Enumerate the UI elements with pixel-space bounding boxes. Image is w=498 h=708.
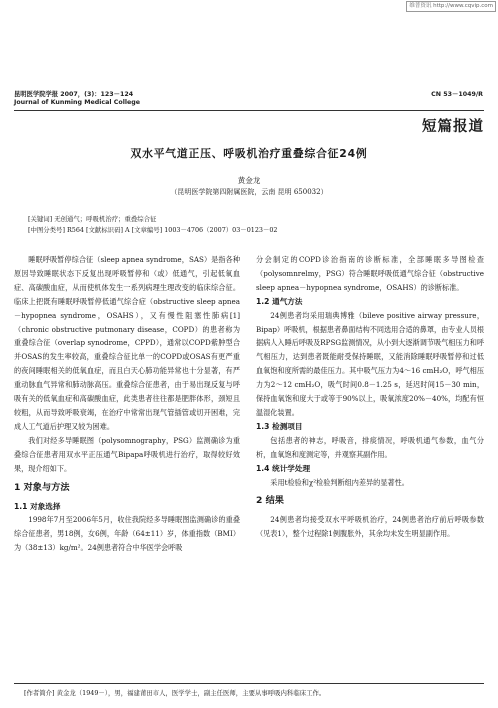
header-rule xyxy=(14,110,484,111)
body-paragraph: 我们对经多导睡眠图（polysomnography，PSG）监测确诊为重叠综合征患者用双水平正压通气Bipapa呼吸机进行治疗，取得较好效果，现介绍如下。 xyxy=(14,435,240,473)
journal-name-en: Journal of Kunming Medical College xyxy=(14,99,141,106)
left-text-column xyxy=(14,253,240,555)
issn-code: CN 53－1049/R xyxy=(431,91,483,98)
body-paragraph: 24例患者均采用瑞典博雅（bileve positive airway pressure，Bipap）呼吸机，根据患者鼻面结构不同选用合适的鼻罩，由专业人员根据病人入睡后呼吸及RPSG监测情况，从小到大逐渐调节吸气相压力和呼气相压力，达到患者既能耐受保持睡眠，又能消除睡眠呼吸暂停和过低血氧饱和度所需的最佳压力。其中吸气压力为4～16 cmH₂O，呼气相压力为2～12 cmH₂O，吸气时间0.8－1.25 s，延迟时间15－30 min，保持血氧饱和度大于或等于90%以上，吸氧浓度20%－40%，均配有恒温湿化装置。 xyxy=(256,310,485,417)
subsection-heading: 1.4 统计学处理 xyxy=(256,463,311,473)
section-heading: 2 结果 xyxy=(256,495,284,507)
body-paragraph: 采用t检验和χ²检验判断组内差异的显著性。 xyxy=(270,477,409,487)
author-affiliation: （昆明医学院第四附属医院，云南 昆明 650032） xyxy=(170,188,328,196)
subsection-heading: 1.2 通气方法 xyxy=(256,296,303,306)
article-title: 双水平气道正压、呼吸机治疗重叠综合征24例 xyxy=(130,147,368,160)
classification-line: [中图分类号] R564 [文献标识码] A [文章编号] 1003－4706（2007）03－0123－02 xyxy=(28,226,278,234)
body-paragraph: 分会制定的COPD诊治指南的诊断标准，全部睡眠多导图检查（polysomnrelmy，PSG）符合睡眠呼吸低通气综合征（obstructive sleep apnea－hypopnea syndrome，OSAHS）的诊断标准。 xyxy=(256,255,484,292)
subsection-heading: 1.3 检测项目 xyxy=(256,421,303,431)
body-paragraph: 1998年7月至2006年5月，收住我院经多导睡眠图监测确诊的重叠综合征患者，男18例，女6例，年龄（64±11）岁，体重指数（BMI）为（38±13）kg/m²。24例患者符合中华医学会呼吸 xyxy=(14,515,240,553)
footnote-rule xyxy=(14,683,484,684)
body-paragraph: 包括患者的神志，呼吸音，排痰情况，呼吸机通气参数，血气分析，血氧饱和度测定等，并观察其副作用。 xyxy=(256,435,484,459)
author-bio-footnote: [作者简介] 黄金龙（1949－），男，福建莆田市人，医学学士，副主任医师，主要从事呼吸内科临床工作。 xyxy=(24,689,326,697)
keywords-line: [关键词] 无创通气；呼吸机治疗；重叠综合征 xyxy=(28,215,157,223)
subsection-heading: 1.1 对象选择 xyxy=(14,501,61,511)
section-heading: 1 对象与方法 xyxy=(14,481,70,493)
journal-citation: 昆明医学院学报 2007，(3)：123－124 xyxy=(14,91,134,98)
watermark-stamp: 维普资讯 http://www.cqvip.com xyxy=(406,1,496,12)
right-text-column xyxy=(256,253,484,541)
body-paragraph: 睡眠呼吸暂停综合征（sleep apnea syndrome，SAS）是指各种原因导致睡眠状态下反复出现呼吸暂停和（或）低通气，引起低氧血症、高碳酸血症，从而使机体发生一系列病理生理改变的临床综合征。临床上把既有睡眠呼吸暂停低通气综合症（obstructive sleep apnea－hypopnea syndrome，OSAHS），又有慢性阻塞性肺病[1]（chronic obstructive putmonary disease，COPD）的患者称为重叠综合征（overlap synodrome，CPPD），通常以COPD紫肿型合并OSAS的发生率较高，重叠综合征比单一的COPD或OSAS有更严重的夜间睡眠相关的低氧血症，而且白天心肺功能异常也十分显著，有严重动脉血气异常和肺动脉高压。重叠综合征患者，由于易出现反复与呼吸有关的低氧血症和高碳酸血症，此类患者往往都是肥胖体形，颈短且较粗，从而导致呼吸衰竭，在治疗中常常出现气管插管或切开困难，完成人工气道后护理又较为困难。 xyxy=(14,255,240,431)
section-label: 短篇报道 xyxy=(422,119,484,135)
author-name: 黄金龙 xyxy=(237,176,261,185)
body-paragraph: 24例患者均接受双水平呼吸机治疗，24例患者治疗前后呼吸参数（见表1），整个过程除1例腹胀外，其余均未发生明显副作用。 xyxy=(256,515,484,539)
